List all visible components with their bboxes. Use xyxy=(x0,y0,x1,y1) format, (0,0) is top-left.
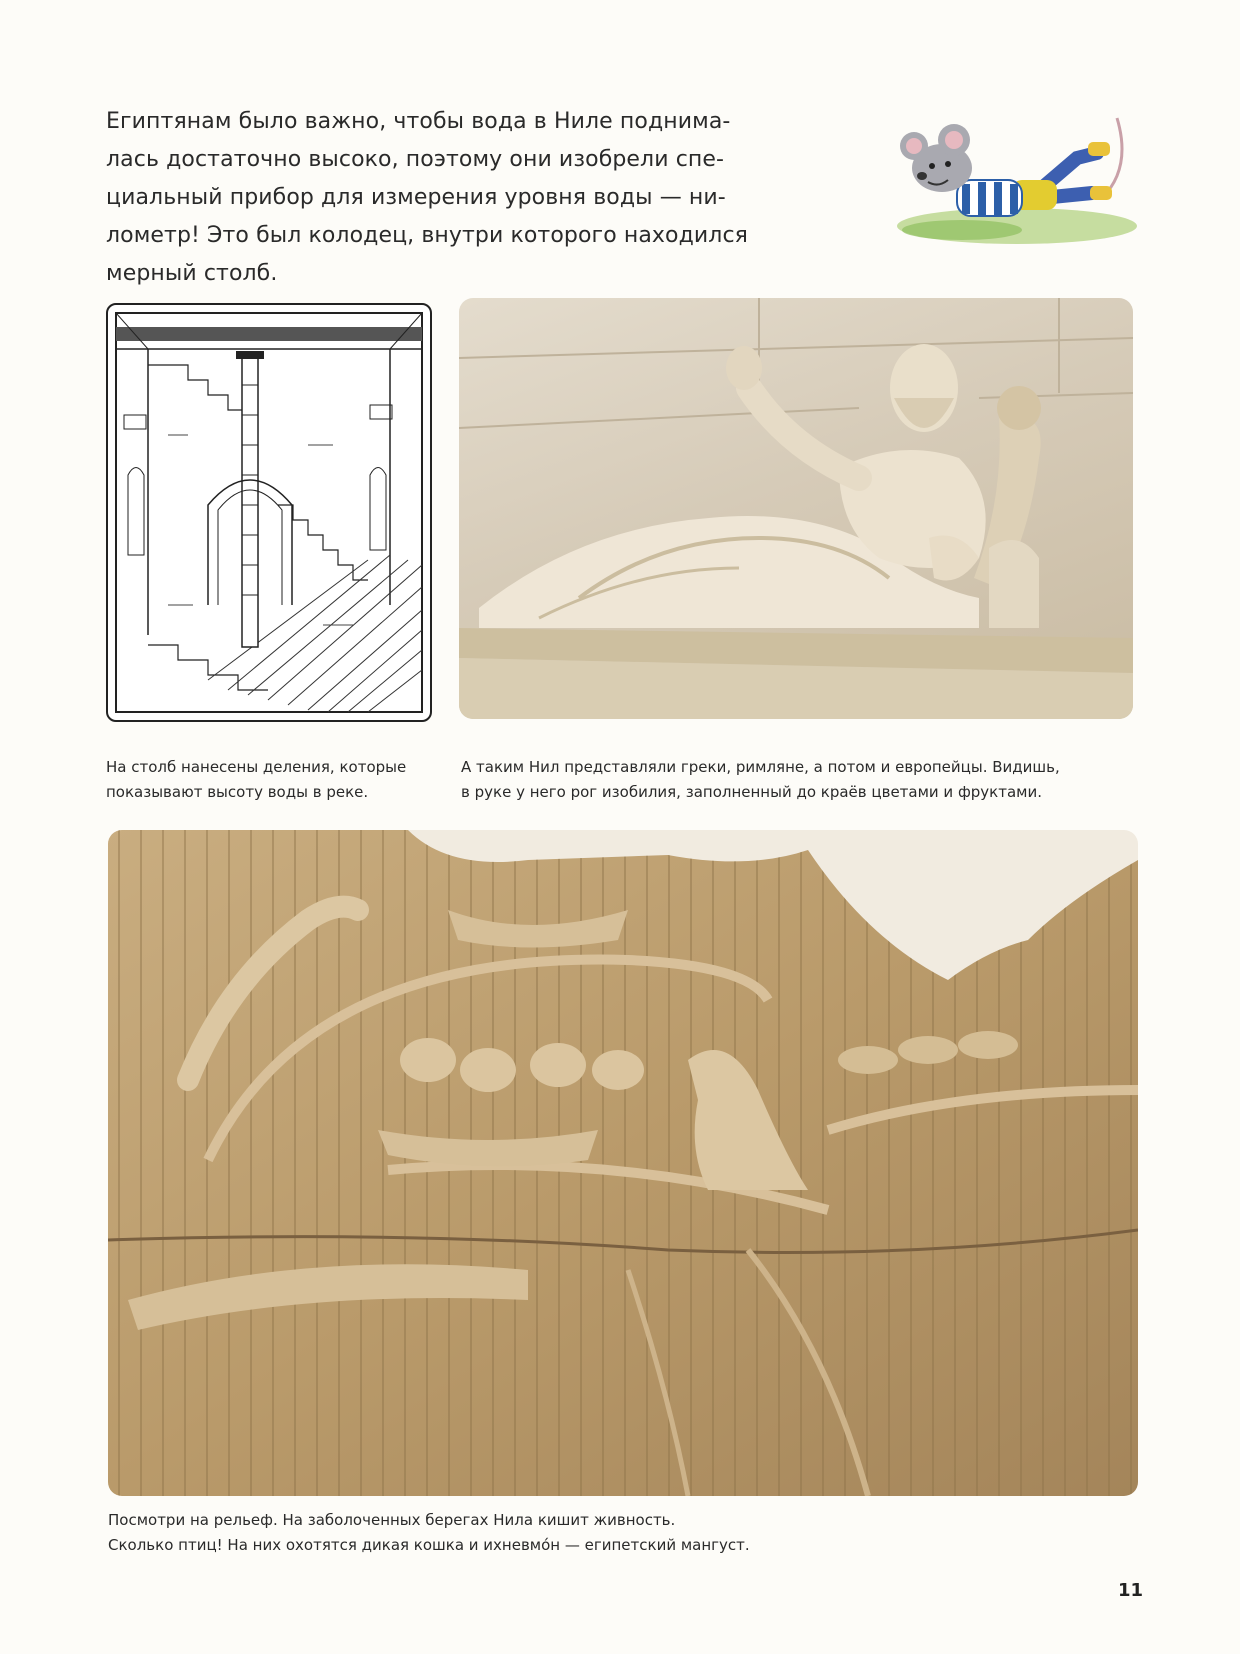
intro-line-2: лась достаточно высоко, поэтому они изобрели спе- xyxy=(106,147,725,172)
nilometer-caption-line-2: показывают высоту воды в реке. xyxy=(106,783,369,801)
mouse-mascot-illustration xyxy=(892,108,1142,248)
nilometer-drawing xyxy=(106,303,432,722)
page-number: 11 xyxy=(1118,1580,1144,1601)
statue-illustration xyxy=(459,298,1133,719)
relief-illustration xyxy=(108,830,1138,1496)
nilometer-caption xyxy=(106,755,446,805)
nile-statue-photo xyxy=(459,298,1133,719)
statue-caption xyxy=(461,755,1141,805)
relief-caption-line-1: Посмотри на рельеф. На заболоченных берегах Нила кишит живность. xyxy=(108,1511,676,1529)
egyptian-relief-photo xyxy=(108,830,1138,1496)
statue-caption-line-1: А таким Нил представляли греки, римляне, а потом и европейцы. Видишь, xyxy=(461,758,1060,776)
intro-line-5: мерный столб. xyxy=(106,261,278,286)
nilometer-caption-line-1: На столб нанесены деления, которые xyxy=(106,758,407,776)
statue-caption-line-2: в руке у него рог изобилия, заполненный до краёв цветами и фруктами. xyxy=(461,783,1042,801)
intro-line-3: циальный прибор для измерения уровня воды — ни- xyxy=(106,185,726,210)
intro-line-1: Египтянам было важно, чтобы вода в Ниле поднима- xyxy=(106,109,731,134)
intro-line-4: лометр! Это был колодец, внутри которого находился xyxy=(106,223,748,248)
intro-paragraph xyxy=(106,103,796,293)
relief-caption-line-2: Сколько птиц! На них охотятся дикая кошка и ихневмо́н — египетский мангуст. xyxy=(108,1536,750,1554)
nilometer-line-art xyxy=(108,305,430,720)
relief-caption xyxy=(108,1508,1138,1558)
